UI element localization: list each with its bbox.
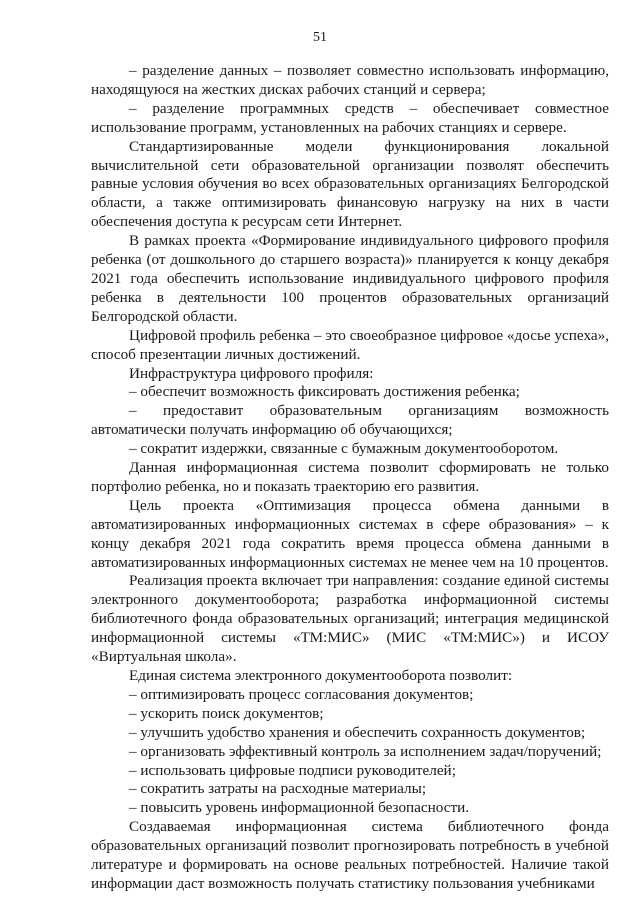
list-item: – организовать эффективный контроль за исполнением задач/поручений; [129,742,602,760]
paragraph: В рамках проекта «Формирование индивидуального цифрового профиля ребенка (от дошкольного до старшего возраста)» планируется к концу декабря 2021 года обеспечить использование индивидуального цифрового профиля ребенка в деятельности 100 процентов образовательных организаций Белгородской области. [91,232,609,325]
paragraph: – разделение данных – позволяет совместно использовать информацию, находящуюся на жестких дисках рабочих станций и сервера; [91,62,609,98]
paragraph: – разделение программных средств – обеспечивает совместное использование программ, установленных на рабочих станциях и сервере. [91,99,609,136]
document-body [91,62,609,894]
paragraph: Реализация проекта включает три направления: создание единой системы электронного документооборота; разработка информационной системы библиотечного фонда образовательных организаций; интеграция медицинской информационной системы «ТМ:МИС» (МИС «ТМ:МИС») и ИСОУ «Виртуальная школа». [91,572,609,666]
list-item: – предоставит образовательным организациям возможность автоматически получать информацию об обучающихся; [91,402,609,439]
paragraph: Цифровой профиль ребенка – это своеобразное цифровое «досье успеха», способ презентации личных достижений. [91,326,609,363]
paragraph: Единая система электронного документооборота позволит: [129,667,513,684]
list-item: – сократит издержки, связанные с бумажным документооборотом. [129,440,559,458]
list-item: – использовать цифровые подписи руководителей; [129,761,456,779]
list-item: – обеспечит возможность фиксировать достижения ребенка; [129,383,520,401]
list-item: – улучшить удобство хранения и обеспечить сохранность документов; [129,723,586,741]
paragraph: Создаваемая информационная система библиотечного фонда образовательных организаций позволит прогнозировать потребность в учебной литературе и формировать на основе реальных потребностей. Наличие такой информации даст возможность получать статистику пользования учебниками [91,818,609,892]
list-item: – повысить уровень информационной безопасности. [129,799,470,817]
list-item: – оптимизировать процесс согласования документов; [129,685,474,703]
list-item: – сократить затраты на расходные материалы; [129,780,427,798]
list-item: – ускорить поиск документов; [129,704,324,722]
paragraph: Данная информационная система позволит сформировать не только портфолио ребенка, но и показать траекторию его развития. [91,459,609,495]
paragraph: Цель проекта «Оптимизация процесса обмена данными в автоматизированных информационных системах в сфере образования» – к концу декабря 2021 года сократить время процесса обмена данными в автоматизированных информационных системах не менее чем на 10 процентов. [91,496,609,571]
page-number: 51 [313,30,327,45]
paragraph: Стандартизированные модели функционирования локальной вычислительной сети образовательной организации позволят обеспечить равные условия обучения во всех образовательных организациях Белгородской области, а также оптимизировать финансовую нагрузку на них в части обеспечения доступа к ресурсам сети Интернет. [91,137,609,231]
paragraph: Инфраструктура цифрового профиля: [129,364,374,382]
